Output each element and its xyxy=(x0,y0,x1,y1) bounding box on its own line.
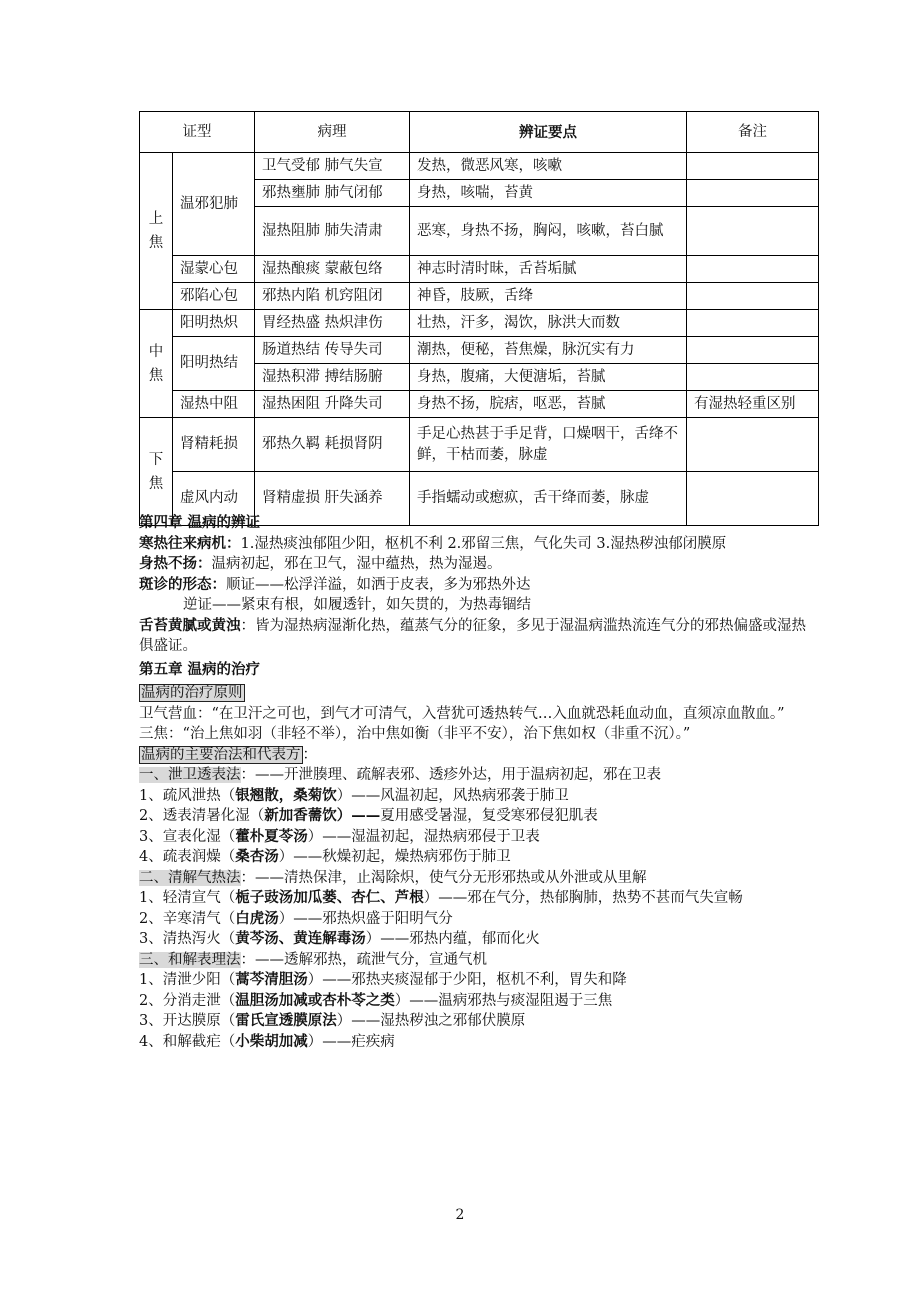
item-suffix: ）——风温初起，风热病邪袭于肺卫 xyxy=(336,787,569,804)
bingli-cell: 湿热阻肺 肺失清肃 xyxy=(255,207,410,256)
shetai-label: 舌苔黄腻或黄浊 xyxy=(139,616,241,634)
item-prefix: 1、疏风泄热（ xyxy=(139,787,236,804)
item-prefix: 1、清泄少阳（ xyxy=(139,972,236,988)
shenre-paragraph xyxy=(139,554,819,575)
yaodian-cell: 身热不扬，脘痞，呕恶，苔腻 xyxy=(410,391,687,418)
item-prescription: 桑杏汤 xyxy=(235,848,279,865)
item-prescription: 栀子豉汤加瓜蒌、杏仁、芦根 xyxy=(235,889,424,906)
bingli-cell: 邪热壅肺 肺气闭郁 xyxy=(255,180,410,207)
jiao-char: 焦 xyxy=(148,235,164,251)
table-row xyxy=(140,283,819,310)
item-suffix: 夏用感受暑湿，复受寒邪侵犯肌表 xyxy=(380,808,598,824)
hanre-text: 1.湿热痰浊郁阻少阳，枢机不利 2.邪留三焦，气化失司 3.湿热秽浊郁闭膜原 xyxy=(240,535,727,552)
table-row xyxy=(140,310,819,337)
section2-desc: ：——清热保津，止渴除炽，使气分无形邪热或从外泄或从里解 xyxy=(240,869,647,886)
list-item xyxy=(139,991,819,1012)
section1-heading xyxy=(139,765,819,786)
item-prescription: 白虎汤 xyxy=(235,909,279,927)
item-prescription: 温胆汤加减或杏朴苓之类 xyxy=(235,991,395,1009)
beizhu-cell xyxy=(687,337,819,364)
item-prescription: 黄芩汤、黄连解毒汤 xyxy=(235,930,366,947)
list-item xyxy=(139,909,819,930)
yaodian-cell: 神昏，肢厥，舌绛 xyxy=(410,283,687,310)
chapter4-title: 第四章 温病的辨证 xyxy=(139,514,261,531)
section2-title: 二、清解气热法 xyxy=(139,869,241,886)
list-item xyxy=(139,970,819,991)
hanre-label: 寒热往来病机： xyxy=(139,534,241,552)
yaodian-cell: 壮热，汗多，渴饮，脉洪大而数 xyxy=(410,310,687,337)
banzhen-shun: 顺证——松浮洋溢，如洒于皮表，多为邪热外达 xyxy=(226,576,531,593)
shenre-label: 身热不扬： xyxy=(139,555,212,572)
beizhu-cell xyxy=(687,207,819,256)
list-item xyxy=(139,1011,819,1032)
weiqi-paragraph: 卫气营血：“在卫汗之可也，到气才可清气，入营犹可透热转气…入血就恐耗血动血，直须凉血散血。” xyxy=(139,705,785,722)
list-item xyxy=(139,786,819,807)
bingli-cell: 卫气受郁 肺气失宣 xyxy=(255,153,410,180)
jiao-char: 上 xyxy=(148,211,164,227)
yaodian-cell: 身热，腹痛，大便溏垢，苔腻 xyxy=(410,364,687,391)
table-row xyxy=(140,256,819,283)
header-bingli: 病理 xyxy=(255,112,410,153)
bingli-cell: 湿热困阻 升降失司 xyxy=(255,391,410,418)
banzhen-label: 斑诊的形态： xyxy=(139,575,226,593)
beizhu-cell xyxy=(687,256,819,283)
jiao-char: 中 xyxy=(148,343,164,360)
shetai-text: ：皆为湿热病湿渐化热，蕴蒸气分的征象，多见于湿温病滥热流连气分的邪热偏盛或湿热俱盛证。 xyxy=(139,617,806,654)
item-prescription: 雷氏宣透膜原法 xyxy=(235,1012,337,1029)
item-prescription: 藿朴夏苓汤 xyxy=(235,827,308,845)
item-suffix: ）——疟疾病 xyxy=(307,1033,395,1050)
beizhu-cell xyxy=(687,153,819,180)
yaodian-cell: 身热，咳喘，苔黄 xyxy=(410,180,687,207)
section3-title: 三、和解表理法 xyxy=(139,951,241,968)
methods-colon: ： xyxy=(302,746,317,763)
table-row xyxy=(140,391,819,418)
body-text xyxy=(139,513,819,1052)
item-prescription: 小柴胡加减 xyxy=(235,1032,308,1050)
zhengxing-cell: 湿蒙心包 xyxy=(173,256,255,283)
principle-heading-line xyxy=(139,683,819,704)
item-suffix: ）——秋燥初起，燥热病邪伤于肺卫 xyxy=(278,849,511,865)
item-suffix: ）——邪热内蕴，郁而化火 xyxy=(365,931,540,947)
header-yaodian: 辨证要点 xyxy=(410,112,687,153)
bingli-cell: 邪热久羁 耗损肾阴 xyxy=(255,418,410,472)
beizhu-cell xyxy=(687,364,819,391)
item-prefix: 3、宣表化湿（ xyxy=(139,828,236,845)
list-item xyxy=(139,847,819,868)
item-suffix: ）——邪热炽盛于阳明气分 xyxy=(278,910,453,927)
yaodian-cell: 手足心热甚于手足背，口燥咽干，舌绛不鲜，干枯而萎，脉虚 xyxy=(410,418,687,472)
zhengxing-cell: 温邪犯肺 xyxy=(173,153,255,256)
item-prefix: 1、轻清宣气（ xyxy=(139,890,236,906)
beizhu-cell xyxy=(687,180,819,207)
chapter5-title: 第五章 温病的治疗 xyxy=(139,660,261,678)
bingli-cell: 湿热酿痰 蒙蔽包络 xyxy=(255,256,410,283)
page-number: 2 xyxy=(455,1207,465,1223)
beizhu-cell xyxy=(687,418,819,472)
jiao-char: 焦 xyxy=(148,475,164,492)
list-item xyxy=(139,1032,819,1053)
header-zhengxing: 证型 xyxy=(140,112,255,153)
table-row xyxy=(140,153,819,180)
zhengxing-cell: 肾精耗损 xyxy=(173,418,255,472)
jiao-shang-cell xyxy=(140,153,173,310)
bingli-cell: 肠道热结 传导失司 xyxy=(255,337,410,364)
beizhu-cell xyxy=(687,310,819,337)
list-item xyxy=(139,929,819,950)
yaodian-cell: 发热，微恶风寒，咳嗽 xyxy=(410,153,687,180)
section3-desc: ：——透解邪热，疏泄气分，宣通气机 xyxy=(240,951,487,968)
zhengxing-cell: 阳明热炽 xyxy=(173,310,255,337)
item-prescription: 蒿芩清胆汤 xyxy=(235,971,308,988)
section2-heading xyxy=(139,868,819,889)
list-item xyxy=(139,888,819,909)
section1-desc: ：——开泄腠理、疏解表邪、透疹外达，用于温病初起，邪在卫表 xyxy=(240,767,661,783)
item-suffix: ）——湿热秽浊之邪郁伏膜原 xyxy=(336,1013,526,1029)
item-prefix: 3、开达膜原（ xyxy=(139,1013,236,1029)
section1-title: 一、泄卫透表法 xyxy=(139,767,241,783)
table-row xyxy=(140,337,819,364)
item-prefix: 4、疏表润燥（ xyxy=(139,849,236,865)
beizhu-cell: 有湿热轻重区别 xyxy=(687,391,819,418)
banzhen-paragraph xyxy=(139,575,819,596)
item-prefix: 2、辛寒清气（ xyxy=(139,910,236,927)
yaodian-cell: 潮热，便秘，苔焦燥，脉沉实有力 xyxy=(410,337,687,364)
bingli-cell: 邪热内陷 机窍阻闭 xyxy=(255,283,410,310)
table-header-row xyxy=(140,112,819,153)
methods-heading: 温病的主要治法和代表方 xyxy=(141,746,301,763)
yaodian-cell: 手指蠕动或瘛疭，舌干绛而萎，脉虚 xyxy=(410,472,687,526)
yaodian-cell: 神志时清时昧，舌苔垢腻 xyxy=(410,256,687,283)
item-suffix: ）——邪热夹痰湿郁于少阳，枢机不利，胃失和降 xyxy=(307,972,627,988)
item-prefix: 2、透表清暑化湿（ xyxy=(139,808,265,824)
section3-heading xyxy=(139,950,819,971)
item-prefix: 4、和解截疟（ xyxy=(139,1033,236,1050)
hanre-paragraph xyxy=(139,534,819,555)
zhengxing-cell: 邪陷心包 xyxy=(173,283,255,310)
sanjiao-paragraph: 三焦：“治上焦如羽（非轻不举），治中焦如衡（非平不安），治下焦如权（非重不沉）。” xyxy=(139,726,691,742)
item-suffix: ）——温病邪热与痰湿阻遏于三焦 xyxy=(394,992,613,1009)
jiao-char: 下 xyxy=(148,451,164,468)
item-prefix: 2、分消走泄（ xyxy=(139,992,236,1009)
item-suffix: ）——湿温初起，湿热病邪侵于卫表 xyxy=(307,828,540,845)
bingli-cell: 胃经热盛 热炽津伤 xyxy=(255,310,410,337)
zhengxing-cell: 阳明热结 xyxy=(173,337,255,391)
list-item xyxy=(139,806,819,827)
jiao-char: 焦 xyxy=(148,367,164,384)
jiao-xia-cell xyxy=(140,418,173,526)
principle-heading: 温病的治疗原则 xyxy=(141,685,243,701)
zhengxing-cell: 湿热中阻 xyxy=(173,391,255,418)
beizhu-cell xyxy=(687,283,819,310)
methods-heading-line xyxy=(139,745,819,766)
zhengxing-cell: 虚风内动 xyxy=(173,472,255,526)
table-row xyxy=(140,418,819,472)
item-prescription: 银翘散，桑菊饮 xyxy=(235,786,337,804)
item-prefix: 3、清热泻火（ xyxy=(139,931,236,947)
header-beizhu: 备注 xyxy=(687,112,819,153)
yaodian-cell: 恶寒，身热不扬，胸闷，咳嗽，苔白腻 xyxy=(410,207,687,256)
shetai-paragraph xyxy=(139,616,819,657)
jiao-zhong-cell xyxy=(140,310,173,418)
bingli-cell: 肾精虚损 肝失涵养 xyxy=(255,472,410,526)
banzhen-ni: 逆证——紧束有根，如履透针，如矢贯的，为热毒锢结 xyxy=(183,597,531,613)
shenre-text: 温病初起，邪在卫气，湿中蕴热，热为湿遏。 xyxy=(211,556,502,572)
syndrome-table xyxy=(139,111,819,526)
item-prescription: 新加香薷饮）—— xyxy=(264,807,381,824)
list-item xyxy=(139,827,819,848)
bingli-cell: 湿热积滞 搏结肠腑 xyxy=(255,364,410,391)
item-suffix: ）——邪在气分，热郁胸肺，热势不甚而气失宣畅 xyxy=(423,890,743,906)
